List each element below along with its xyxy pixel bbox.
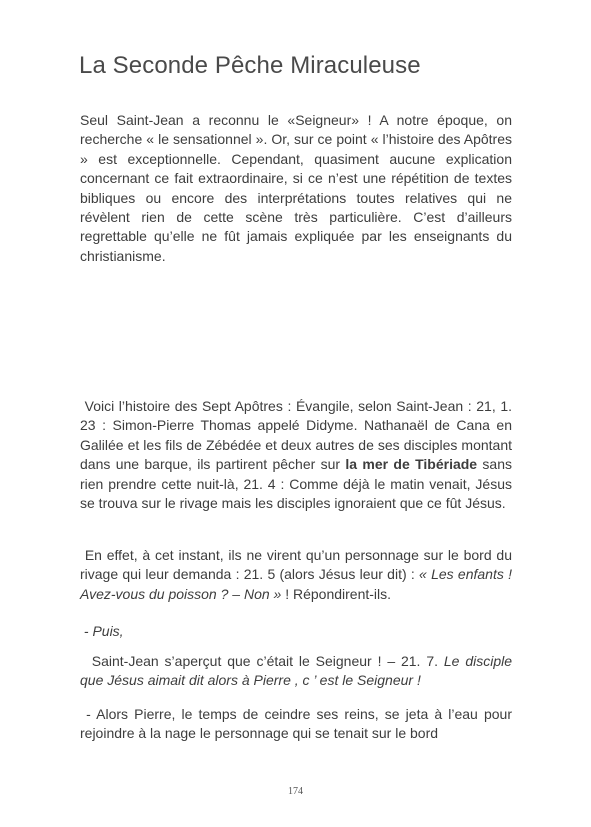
paragraph-pierre [80,705,512,744]
paragraph-text: En effet, à cet instant, ils ne virent qu’un personnage sur le bord du rivage qui leur demanda : 21. 5 (alors Jésus leur dit) : [80,547,513,583]
paragraph-text: Voici l’histoire des Sept Apôtres : Évangile, selon Saint-Jean : 21, 1. 23 : Simon-Pierre Thomas appelé Didyme. Nathanaël de Cana en Galilée et les fils de Zébédée et deux autres de ses disciples montant dans une barque, ils partirent pêcher sur [80,398,513,473]
italic-quote: « Les enfants ! Avez-vous du poisson ? – Non » [80,566,512,602]
paragraph-text: - Puis, [83,623,124,639]
paragraph-shore [80,546,512,604]
paragraph-text: ! Répondirent-ils. [281,585,392,602]
paragraph-saint-jean [80,652,512,691]
paragraph-text: - Alors Pierre, le temps de ceindre ses reins, se jeta à l’eau pour rejoindre à la nage le personnage qui se tenait sur le bord [80,706,512,742]
bold-phrase: la mer de Tibériade [345,456,478,473]
page-title: La Seconde Pêche Miraculeuse [79,52,421,79]
paragraph-text: sans rien prendre cette nuit-là, 21. 4 : Comme déjà le matin venait, Jésus se trouva sur le rivage mais les disciples ignoraient que ce fût Jésus. [80,456,513,512]
intro-paragraph: Seul Saint-Jean a reconnu le «Seigneur» ! A notre époque, on recherche « le sensationnel ». Or, sur ce point « l’histoire des Apôtres » est exceptionnelle. Cependant, quasiment aucune explication concernant ce fait extraordinaire, si ce n’est une répétition de textes bibliques ou encore des interprétations toutes relatives qui ne révèlent rien de cette scène très particulière. C’est d’ailleurs regrettable qu’elle ne fût jamais expliquée par les enseignants du christianisme. [80,112,512,264]
page-number: 174 [288,786,303,797]
italic-quote: Le disciple que Jésus aimait dit alors à Pierre , c ’ est le Seigneur ! [80,653,513,689]
paragraph-apostles [80,397,512,513]
paragraph-text: Saint-Jean s’aperçut que c’était le Seigneur ! – 21. 7. [91,653,444,669]
paragraph-puis [80,622,512,641]
